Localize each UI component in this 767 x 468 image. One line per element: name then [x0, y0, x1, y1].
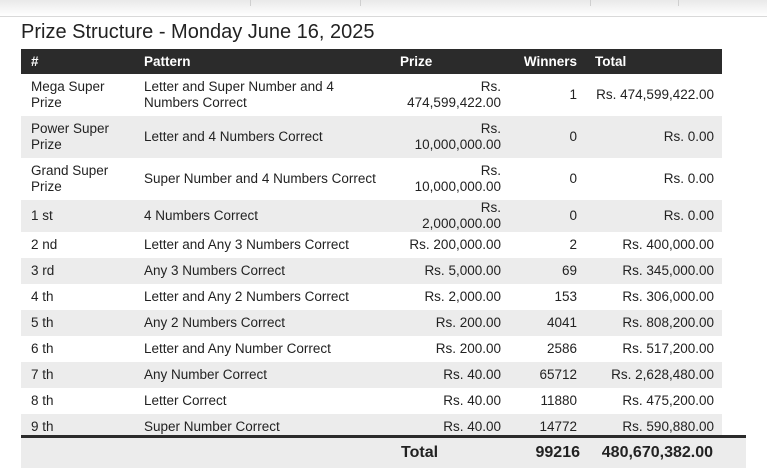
total-cell: Rs. 345,000.00 — [585, 258, 722, 284]
column-header-pattern: Pattern — [134, 49, 390, 74]
winners-cell: 11880 — [513, 388, 585, 414]
table-row — [21, 284, 722, 310]
table-row — [21, 258, 722, 284]
total-cell: Rs. 590,880.00 — [585, 414, 722, 440]
winners-cell: 4041 — [513, 310, 585, 336]
table-row — [21, 116, 722, 158]
table-row — [21, 336, 722, 362]
table-footer-total-row — [21, 435, 746, 468]
table-row — [21, 232, 722, 258]
winners-cell: 2586 — [513, 336, 585, 362]
footer-total-label: Total — [401, 444, 439, 461]
prize-cell: Rs. 200.00 — [390, 310, 513, 336]
pattern-cell: Letter and Any 2 Numbers Correct — [134, 284, 390, 310]
page-title: Prize Structure - Monday June 16, 2025 — [21, 21, 375, 43]
rank-cell: 1 st — [21, 200, 134, 232]
winners-cell: 2 — [513, 232, 585, 258]
table-row — [21, 158, 722, 200]
total-cell: Rs. 0.00 — [585, 158, 722, 200]
top-strip-segment — [360, 0, 591, 6]
prize-cell: Rs. 2,000,000.00 — [390, 200, 513, 232]
rank-cell: 6 th — [21, 336, 134, 362]
column-header-winners: Winners — [513, 49, 585, 74]
table-header-row — [21, 49, 722, 74]
rank-cell: Mega Super Prize — [21, 74, 134, 116]
prize-cell: Rs. 200,000.00 — [390, 232, 513, 258]
pattern-cell: Any Number Correct — [134, 362, 390, 388]
rank-cell: Power Super Prize — [21, 116, 134, 158]
column-header-prize: Prize — [390, 49, 513, 74]
prize-cell: Rs. 40.00 — [390, 414, 513, 440]
rank-cell: 8 th — [21, 388, 134, 414]
pattern-cell: Any 2 Numbers Correct — [134, 310, 390, 336]
table-row — [21, 310, 722, 336]
footer-total-winners: 99216 — [535, 444, 580, 461]
table-row — [21, 200, 722, 232]
column-header-total: Total — [585, 49, 722, 74]
winners-cell: 65712 — [513, 362, 585, 388]
table-row — [21, 388, 722, 414]
total-cell: Rs. 0.00 — [585, 116, 722, 158]
total-cell: Rs. 306,000.00 — [585, 284, 722, 310]
winners-cell: 0 — [513, 158, 585, 200]
total-cell: Rs. 808,200.00 — [585, 310, 722, 336]
table-row — [21, 362, 722, 388]
rank-cell: 4 th — [21, 284, 134, 310]
prize-cell: Rs. 10,000,000.00 — [390, 116, 513, 158]
pattern-cell: Letter Correct — [134, 388, 390, 414]
prize-cell: Rs. 10,000,000.00 — [390, 158, 513, 200]
top-browser-strip — [0, 0, 767, 17]
top-strip-segment — [0, 0, 251, 6]
pattern-cell: Any 3 Numbers Correct — [134, 258, 390, 284]
pattern-cell: Super Number and 4 Numbers Correct — [134, 158, 390, 200]
pattern-cell: Letter and Any 3 Numbers Correct — [134, 232, 390, 258]
prize-cell: Rs. 2,000.00 — [390, 284, 513, 310]
prize-cell: Rs. 40.00 — [390, 362, 513, 388]
rank-cell: 2 nd — [21, 232, 134, 258]
rank-cell: 5 th — [21, 310, 134, 336]
winners-cell: 69 — [513, 258, 585, 284]
winners-cell: 14772 — [513, 414, 585, 440]
winners-cell: 1 — [513, 74, 585, 116]
total-cell: Rs. 474,599,422.00 — [585, 74, 722, 116]
prize-cell: Rs. 40.00 — [390, 388, 513, 414]
prize-cell: Rs. 200.00 — [390, 336, 513, 362]
prize-cell: Rs. 5,000.00 — [390, 258, 513, 284]
prize-structure-table — [21, 49, 722, 440]
pattern-cell: 4 Numbers Correct — [134, 200, 390, 232]
table-row — [21, 74, 722, 116]
rank-cell: Grand Super Prize — [21, 158, 134, 200]
footer-grand-total: 480,670,382.00 — [601, 444, 713, 461]
winners-cell: 0 — [513, 116, 585, 158]
total-cell: Rs. 475,200.00 — [585, 388, 722, 414]
total-cell: Rs. 400,000.00 — [585, 232, 722, 258]
total-cell: Rs. 517,200.00 — [585, 336, 722, 362]
total-cell: Rs. 2,628,480.00 — [585, 362, 722, 388]
top-strip-segment — [250, 0, 361, 6]
rank-cell: 3 rd — [21, 258, 134, 284]
total-cell: Rs. 0.00 — [585, 200, 722, 232]
winners-cell: 153 — [513, 284, 585, 310]
rank-cell: 9 th — [21, 414, 134, 440]
prize-cell: Rs. 474,599,422.00 — [390, 74, 513, 116]
top-strip-segment — [590, 0, 679, 6]
pattern-cell: Letter and 4 Numbers Correct — [134, 116, 390, 158]
pattern-cell: Super Number Correct — [134, 414, 390, 440]
column-header-rank: # — [21, 49, 134, 74]
pattern-cell: Letter and Super Number and 4 Numbers Correct — [134, 74, 390, 116]
winners-cell: 0 — [513, 200, 585, 232]
rank-cell: 7 th — [21, 362, 134, 388]
pattern-cell: Letter and Any Number Correct — [134, 336, 390, 362]
